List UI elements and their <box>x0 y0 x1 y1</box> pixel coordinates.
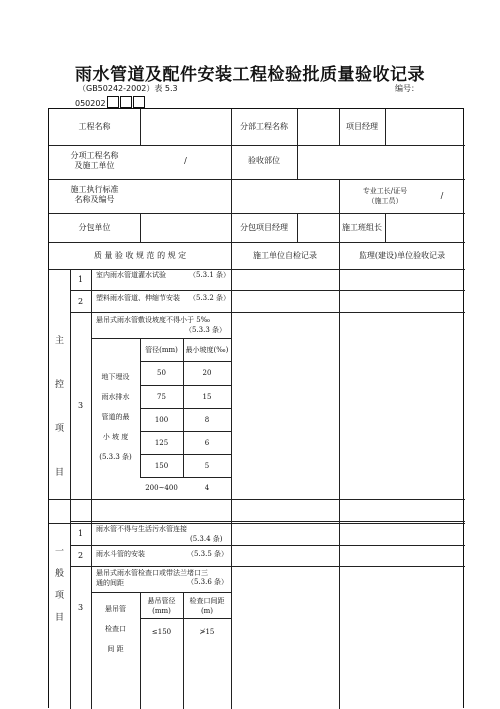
standard-reference: （GB50242-2002）表 5.3 <box>78 84 178 93</box>
subcontractor-label: 分包单位 <box>78 223 111 232</box>
item-clause: （5.3.5 条） <box>187 550 229 558</box>
grid-line <box>140 361 231 362</box>
sub-label-line: 小 坡 度 <box>102 433 129 441</box>
foreman-label-line: 专业工长/证号 <box>362 187 408 195</box>
sub-label-line: 管道的最 <box>101 413 130 421</box>
section-char: 目 <box>54 468 64 478</box>
sub-item-label-line: 及施工单位 <box>74 161 115 170</box>
number-label: 编号： <box>395 84 419 93</box>
item-clause: (5.3.4 条) <box>190 535 223 543</box>
grid-line <box>70 566 465 567</box>
standard-label <box>49 185 140 205</box>
grid-line <box>297 213 298 242</box>
item-number: 2 <box>77 297 84 306</box>
grid-line <box>140 408 231 409</box>
sub-label-line: 悬吊管 <box>105 605 126 613</box>
grid-line <box>70 269 71 709</box>
foreman-value: / <box>440 191 444 200</box>
general-section-label <box>49 541 70 629</box>
port-spacing-header <box>183 596 231 616</box>
grid-line <box>49 213 465 214</box>
item-number: 1 <box>77 275 84 284</box>
slope-cell: 6 <box>204 439 210 447</box>
sub-item-label <box>49 151 140 171</box>
diameter-cell: 150 <box>154 462 169 470</box>
code-box[interactable] <box>133 96 145 108</box>
sub-label-line: 间 距 <box>107 645 124 653</box>
item-text-line: 悬吊式雨水管检查口或带法兰堵口三 <box>96 569 208 577</box>
spec-column-header: 质 量 验 收 规 范 的 规 定 <box>93 251 187 260</box>
slope-cell: 4 <box>204 484 210 492</box>
item-text-line: 通的间距 <box>96 579 124 587</box>
item-number: 1 <box>77 529 84 538</box>
grid-line <box>339 242 340 709</box>
grid-line <box>140 454 231 455</box>
item-number: 2 <box>77 551 84 560</box>
sub-label-line: 雨水排水 <box>101 393 130 401</box>
sub-label-line: 地下埋设 <box>101 373 130 381</box>
item-text: 悬吊式雨水管敷设坡度不得小于 5‰ <box>96 316 211 324</box>
slope-cell: 20 <box>202 369 212 377</box>
item-text: 室内雨水管道灌水试验 <box>96 271 166 279</box>
port-spacing-cell: ≯15 <box>199 628 215 636</box>
code-box[interactable] <box>107 96 119 108</box>
code-box[interactable] <box>120 96 132 108</box>
min-slope-header: 最小坡度(‰) <box>185 346 229 354</box>
grid-line <box>140 477 231 478</box>
grid-line <box>140 109 141 145</box>
grid-line <box>140 213 141 242</box>
record-code <box>75 96 145 108</box>
grid-line <box>91 592 231 593</box>
sub-item-value: / <box>184 156 187 165</box>
header-line: 检查口间距 <box>189 597 225 605</box>
diameter-cell: 200~400 <box>145 484 178 492</box>
main-control-section-label <box>49 319 70 495</box>
foreman-label <box>339 186 431 206</box>
grid-line <box>385 213 386 242</box>
grid-line <box>231 242 232 709</box>
project-name-label: 工程名称 <box>78 122 111 131</box>
section-char: 项 <box>54 424 64 434</box>
hanger-diameter-header <box>140 596 183 616</box>
item-clause: （5.3.3 条） <box>185 326 227 334</box>
grid-line <box>70 312 465 313</box>
sub-label-line: 检查口 <box>105 625 126 633</box>
grid-line <box>385 109 386 145</box>
grid-line <box>140 431 231 432</box>
grid-line <box>49 179 465 180</box>
project-manager-label: 项目经理 <box>346 122 378 131</box>
grid-line <box>49 499 465 500</box>
sub-label-line: (5.3.3 条) <box>99 453 132 461</box>
code-prefix: 050202 <box>75 99 106 108</box>
page-title: 雨水管道及配件安装工程检验批质量验收记录 <box>75 65 425 85</box>
section-char: 控 <box>54 380 64 390</box>
grid-line <box>91 338 231 339</box>
item-number: 3 <box>77 603 84 612</box>
diameter-cell: 75 <box>157 393 166 401</box>
diameter-cell: 125 <box>154 439 169 447</box>
foreman-label-line: （施工员） <box>367 197 403 205</box>
pipe-diameter-header: 管径(mm) <box>145 346 178 354</box>
grid-line <box>70 290 465 291</box>
item-clause: （5.3.1 条） <box>189 271 231 279</box>
standard-label-line: 名称及编号 <box>74 195 115 204</box>
hanger-diameter-cell: ≤150 <box>151 628 172 636</box>
section-char: 目 <box>54 613 64 623</box>
grid-line <box>297 145 298 179</box>
grid-line <box>140 385 231 386</box>
grid-line <box>140 338 141 477</box>
diameter-cell: 100 <box>154 416 169 424</box>
grid-line <box>70 521 465 522</box>
section-char: 主 <box>54 336 64 346</box>
supervision-column-header: 监理(建设)单位验收记录 <box>358 251 446 260</box>
grid-line <box>49 242 465 243</box>
sub-item-label-line: 分项工程名称 <box>70 151 119 160</box>
section-char: 项 <box>54 591 64 601</box>
subcontract-manager-label: 分包项目经理 <box>240 223 288 232</box>
item-clause: （5.3.2 条） <box>189 294 231 302</box>
section-char: 一 <box>54 547 64 557</box>
grid-line <box>297 109 298 145</box>
section-char: 般 <box>54 569 64 579</box>
inspection-form <box>48 108 464 708</box>
grid-line <box>49 145 465 146</box>
standard-label-line: 施工执行标准 <box>70 185 119 194</box>
item-text: 塑料雨水管道、伸缩节安装 <box>96 294 180 302</box>
item-text: 雨水斗管的安装 <box>96 550 145 558</box>
slope-cell: 5 <box>204 462 210 470</box>
grid-line <box>140 618 231 619</box>
header-line: 悬吊管径 <box>147 597 176 605</box>
slope-cell: 8 <box>204 416 210 424</box>
grid-line <box>183 338 184 477</box>
diameter-cell: 50 <box>157 369 166 377</box>
subproject-name-label: 分部工程名称 <box>240 122 288 131</box>
team-leader-label: 施工班组长 <box>342 223 382 232</box>
header-line: (m) <box>200 607 214 615</box>
acceptance-part-label: 验收部位 <box>248 156 280 165</box>
item-text: 雨水管不得与生活污水管连接 <box>96 525 187 533</box>
grid-line <box>70 545 465 546</box>
item-clause: （5.3.6 条） <box>187 578 229 586</box>
inspection-port-sub-label <box>91 599 140 659</box>
slope-sub-label <box>91 367 140 467</box>
slope-cell: 15 <box>202 393 212 401</box>
self-check-column-header: 施工单位自检记录 <box>253 251 317 260</box>
item-number: 3 <box>77 401 84 410</box>
header-line: (mm) <box>152 607 171 615</box>
